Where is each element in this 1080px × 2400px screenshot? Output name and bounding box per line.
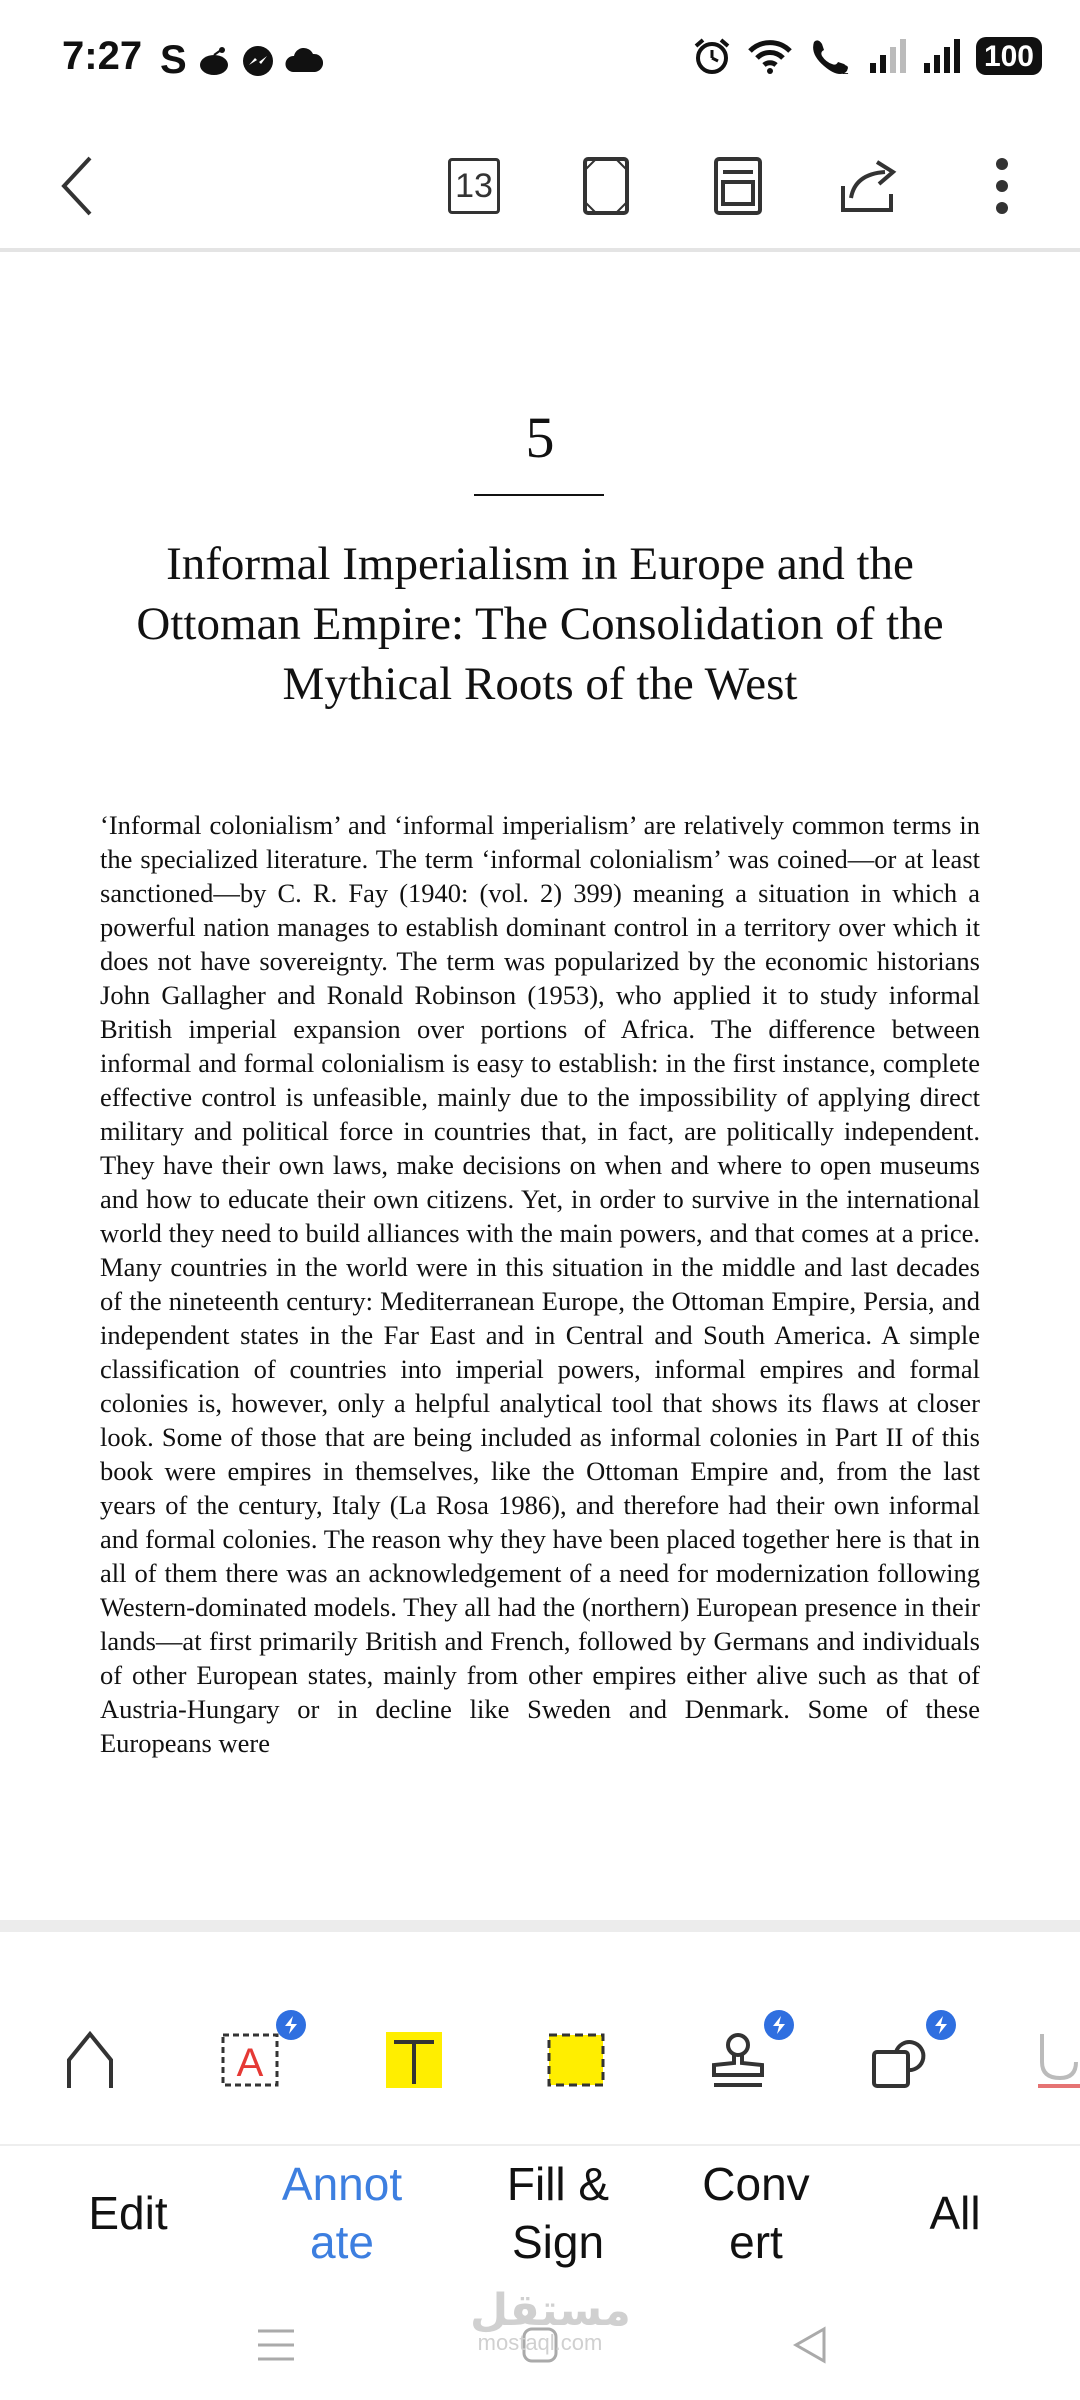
fullscreen-icon — [582, 156, 630, 216]
chapter-title: Informal Imperialism in Europe and the Ottoman Empire: The Consolidation of the Mythical Roots of the West — [136, 538, 944, 710]
s-app-icon: S — [160, 38, 187, 82]
alarm-icon — [692, 36, 732, 76]
page-number-button[interactable] — [434, 146, 514, 226]
battery-icon: 100 — [976, 37, 1042, 75]
pen-tip-icon — [65, 2030, 115, 2090]
tab-convert[interactable]: Convert — [702, 2158, 810, 2268]
reddit-icon — [197, 44, 231, 78]
text-highlight-icon — [384, 2030, 444, 2090]
svg-text:2: 2 — [841, 63, 849, 76]
premium-badge-icon — [764, 2010, 794, 2040]
page-layout-icon — [713, 156, 763, 216]
chevron-left-icon — [58, 154, 98, 218]
page-separator — [0, 1920, 1080, 1932]
annotate-tools — [0, 1990, 1080, 2146]
body-paragraph: ‘Informal colonialism’ and ‘informal imperialism’ are relatively common terms in the specialized literature. The term ‘informal colonialism’ was coined—or at least sanctioned—by C. R. Fay (1940: (vol. 2) 399) meaning a situation in which a powerful nation manages to establish dominant control in a territory over which it does not have sovereignty. The term was popularized by the economic historians John Gallagher and Ronald Robinson (1953), who applied it to study informal British imperial expansion over portions of Africa. The difference between informal and formal colonialism is easy to establish: in the first instance, complete effective control is unfeasible, mainly due to the impossibility of applying direct military and political force in countries that, in fact, are politically independent. They have their own laws, make decisions on when and where to open museums and how to educate their own citizens. Yet, in order to survive in the international world they need to build alliances with the main powers, and that comes at a price. Many countries in the world were in this situation in the middle and last decades of the nineteenth century: Mediterranean Europe, the Ottoman Empire, Persia, and independent states in the Far East and in Central and South America. A simple classification of countries into imperial powers, informal empires and formal colonies is, however, only a helpful analytical tool that shows its flaws at closer look. Some of those that are being included as informal colonies in Part II of this book were empires in themselves, like the Ottoman Empire and, from the last years of the century, Italy (La Rosa 1986), and therefore had their own informal and formal colonies. The reason why they have been placed together here is that in all of them there was an acknowledgement of a need for modernization following Western-dominated models. They all had the (northern) European presence in their lands—at first primarily British and French, followed by Germans and individuals of other European states, mainly from other empires either alive such as that of Austria-Hungary or in decline like Sweden and Denmark. Some of these Europeans were — [100, 810, 980, 1758]
stamp-tool[interactable] — [698, 2020, 778, 2100]
status-time: 7:27 — [62, 34, 143, 78]
underline-tool[interactable] — [1036, 2020, 1080, 2100]
system-icons — [692, 36, 1042, 76]
document-toolbar — [0, 120, 1080, 252]
shape-tool[interactable] — [860, 2020, 940, 2100]
area-highlight-icon — [546, 2032, 606, 2088]
share-icon — [839, 158, 901, 214]
wifi-call-icon — [808, 36, 854, 76]
notification-icons — [160, 38, 323, 83]
share-button[interactable] — [830, 146, 910, 226]
stamp-icon — [708, 2031, 768, 2089]
text-box-icon — [220, 2032, 280, 2088]
status-bar — [0, 0, 1080, 120]
signal-icon — [922, 39, 962, 73]
typewriter-tool[interactable] — [374, 2020, 454, 2100]
tab-all[interactable]: All — [929, 2187, 981, 2239]
tab-fill-sign[interactable]: Fill & Sign — [506, 2158, 610, 2268]
watermark-url: mostaql.com — [477, 2330, 603, 2355]
svg-text:A: A — [236, 2041, 264, 2085]
premium-badge-icon — [926, 2010, 956, 2040]
chapter-number: 5 — [525, 405, 555, 470]
ink-tool[interactable] — [50, 2020, 130, 2100]
tab-edit[interactable]: Edit — [88, 2187, 168, 2239]
text-box-tool[interactable] — [210, 2020, 290, 2100]
signal-icon — [868, 39, 908, 73]
back-button[interactable] — [38, 146, 118, 226]
recents-button[interactable] — [236, 2310, 316, 2380]
more-vertical-icon — [995, 156, 1009, 216]
reading-mode-button[interactable] — [698, 146, 778, 226]
chapter-divider — [474, 494, 604, 496]
mode-tabs — [0, 2148, 1080, 2278]
shapes-icon — [870, 2030, 930, 2090]
back-triangle-icon — [790, 2325, 830, 2365]
area-highlight-tool[interactable] — [536, 2020, 616, 2100]
wifi-icon — [746, 37, 794, 75]
messenger-icon — [241, 44, 275, 78]
watermark: مستقل — [470, 2286, 631, 2335]
back-nav-button[interactable] — [770, 2310, 850, 2380]
premium-badge-icon — [276, 2010, 306, 2040]
fullscreen-button[interactable] — [566, 146, 646, 226]
tab-annotate[interactable]: Annotate — [281, 2158, 403, 2268]
more-options-button[interactable] — [962, 146, 1042, 226]
document-page[interactable] — [0, 256, 1080, 1920]
underline-icon — [1036, 2030, 1080, 2090]
page-number: 13 — [448, 158, 500, 214]
cloud-icon — [285, 46, 323, 76]
recents-icon — [256, 2327, 296, 2363]
